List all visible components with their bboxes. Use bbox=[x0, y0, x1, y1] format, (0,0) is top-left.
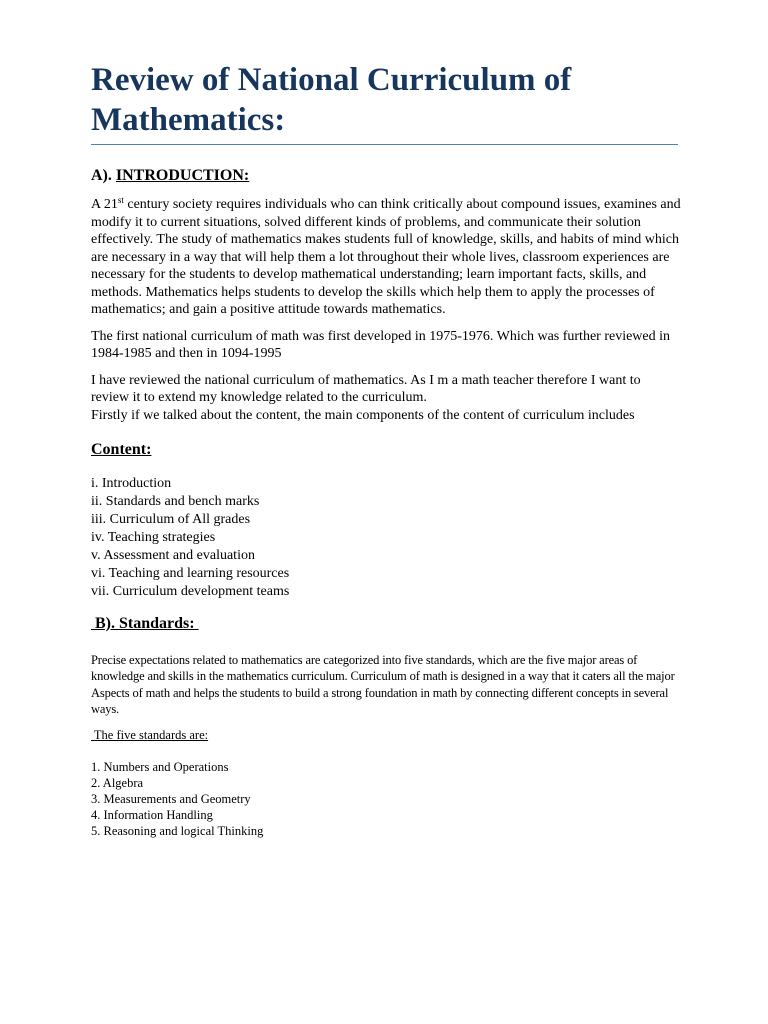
list-item: vii. Curriculum development teams bbox=[91, 584, 290, 599]
content-heading: Content: bbox=[91, 441, 152, 458]
list-item: ii. Standards and bench marks bbox=[91, 494, 260, 509]
introduction-paragraph-3 bbox=[91, 372, 681, 425]
introduction-paragraph-1 bbox=[91, 196, 681, 319]
list-item: 3. Measurements and Geometry bbox=[91, 792, 251, 807]
intro-p3-line-1: I have reviewed the national curriculum of mathematics. As I m a math teacher therefore I want to review it to extend my knowledge related to the curriculum. bbox=[91, 372, 641, 405]
document-title: Review of National Curriculum of Mathematics: bbox=[91, 62, 572, 138]
introduction-paragraph-2: The first national curriculum of math was first developed in 1975-1976. Which was further reviewed in 1984-1985 and then in 1094-1995 bbox=[91, 328, 671, 361]
intro-p1-start: A 21 bbox=[91, 197, 118, 212]
list-item: v. Assessment and evaluation bbox=[91, 548, 255, 563]
list-item: iv. Teaching strategies bbox=[91, 530, 216, 545]
standards-list bbox=[91, 759, 681, 839]
five-standards-label: The five standards are: bbox=[91, 728, 209, 743]
introduction-heading bbox=[91, 166, 681, 186]
intro-p1-rest: century society requires individuals who can think critically about compound issues, examines and modify it to current situations, solved different kinds of problems, and communicate their solution effectively. The study of mathematics makes students full of knowledge, skills, and habits of mind which are necessary in a way that will help them a lot throughout their whole lives, classroom experiences are necessary for the students to develop mathematical understanding; learn important facts, skills, and methods. Mathematics helps students to develop the skills which help them to apply the processes of mathematics; and gain a positive attitude towards mathematics. bbox=[91, 197, 681, 317]
intro-p3-line-2: Firstly if we talked about the content, the main components of the content of curriculum includes bbox=[91, 407, 635, 423]
introduction-heading-label: INTRODUCTION: bbox=[115, 167, 250, 184]
title-underline-rule bbox=[91, 144, 678, 145]
content-list bbox=[91, 475, 681, 601]
list-item: 4. Information Handling bbox=[91, 808, 213, 823]
standards-paragraph: Precise expectations related to mathematics are categorized into five standards, which are the five major areas of knowledge and skills in the mathematics curriculum. Curriculum of math is designed in a way that it caters all the major Aspects of math and helps the students to build a strong foundation in math by connecting different concepts in several ways. bbox=[91, 653, 675, 716]
document-page bbox=[91, 0, 681, 839]
list-item: i. Introduction bbox=[91, 476, 172, 491]
list-item: iii. Curriculum of All grades bbox=[91, 512, 251, 527]
intro-p1-superscript: st bbox=[117, 195, 124, 205]
list-item: 2. Algebra bbox=[91, 776, 144, 791]
standards-heading: B). Standards: bbox=[91, 615, 199, 632]
list-item: 1. Numbers and Operations bbox=[91, 760, 229, 775]
list-item: 5. Reasoning and logical Thinking bbox=[91, 824, 264, 839]
list-item: vi. Teaching and learning resources bbox=[91, 566, 290, 581]
introduction-prefix: A). bbox=[91, 167, 116, 184]
